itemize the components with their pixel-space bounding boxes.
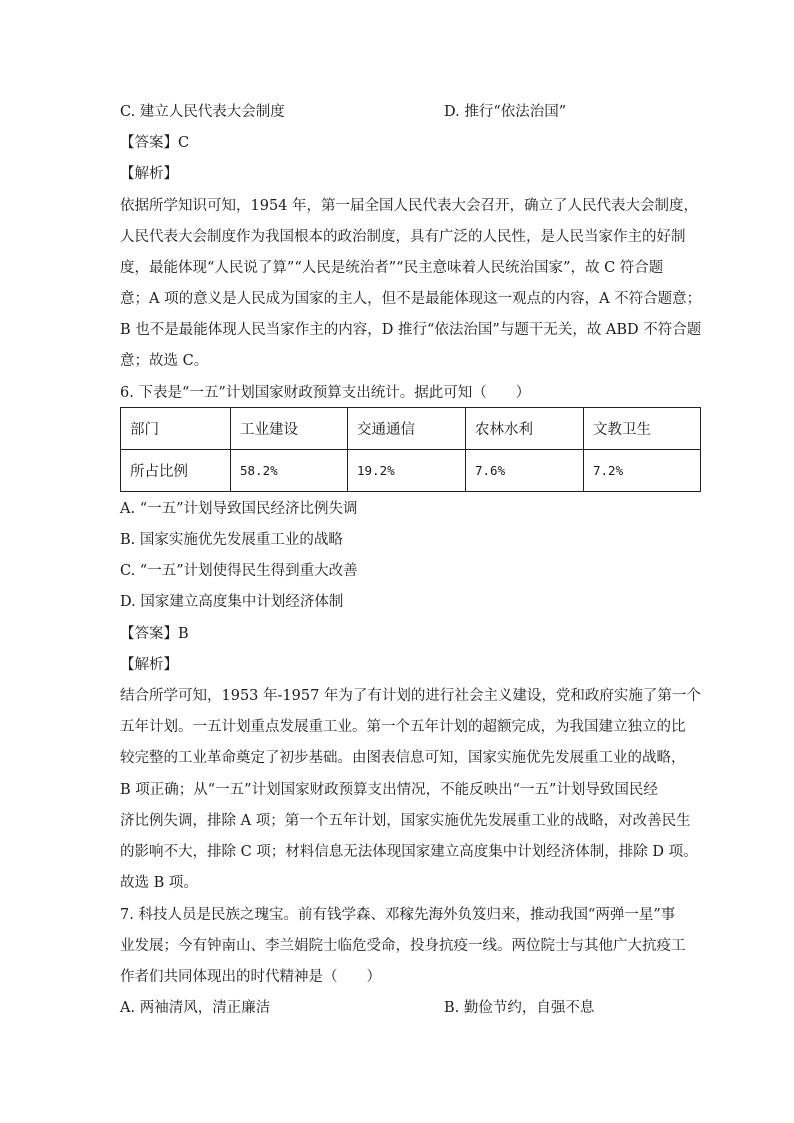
- q6-option-c: C. “一五”计划使得民生得到重大改善: [120, 563, 358, 579]
- q5-option-c: C. 建立人民代表大会制度: [120, 104, 285, 120]
- q5-analysis-line: 人民代表大会制度作为我国根本的政治制度，具有广泛的人民性，是人民当家作主的好制: [120, 229, 686, 245]
- q6-option-b: B. 国家实施优先发展重工业的战略: [120, 532, 343, 548]
- table-cell: 58.2%: [231, 450, 348, 492]
- q6-analysis-line: 较完整的工业革命奠定了初步基础。由图表信息可知，国家实施优先发展重工业的战略，: [120, 750, 686, 766]
- q5-analysis-line: 意；故选 C。: [120, 353, 209, 369]
- table-cell: 部门: [121, 408, 231, 450]
- q5-analysis-line: 依据所学知识可知，1954 年，第一届全国人民代表大会召开，确立了人民代表大会制度，: [120, 198, 699, 214]
- table-row: [121, 450, 701, 492]
- table-cell: 7.2%: [584, 450, 701, 492]
- table-cell: 文教卫生: [584, 408, 701, 450]
- q6-stem: 6. 下表是“一五”计划国家财政预算支出统计。据此可知（ ）: [120, 385, 531, 401]
- table-cell: 农林水利: [466, 408, 584, 450]
- q7-option-b: B. 勤俭节约，自强不息: [444, 1000, 595, 1016]
- q6-option-a: A. “一五”计划导致国民经济比例失调: [120, 501, 358, 517]
- q7-stem-line: 作者们共同体现出的时代精神是（ ）: [120, 969, 381, 985]
- q5-analysis-line: 意；A 项的意义是人民成为国家的主人，但不是最能体现这一观点的内容，A 不符合题意；: [120, 291, 702, 307]
- table-row: [121, 408, 701, 450]
- table-cell: 交通通信: [348, 408, 466, 450]
- q5-analysis-line: 度，最能体现“人民说了算”“人民是统治者”“民主意味着人民统治国家”，故 C 符合题: [120, 260, 664, 276]
- q6-analysis-line: B 项正确；从“一五”计划国家财政预算支出情况，不能反映出“一五”计划导致国民经: [120, 782, 658, 798]
- table-cell: 7.6%: [466, 450, 584, 492]
- q5-analysis-line: B 也不是最能体现人民当家作主的内容，D 推行“依法治国”与题干无关，故 ABD 不符合题: [120, 322, 702, 338]
- q5-answer: 【答案】C: [120, 135, 190, 151]
- q6-analysis-line: 济比例失调，排除 A 项；第一个五年计划，国家实施优先发展重工业的战略，对改善民生: [120, 813, 691, 829]
- table-cell: 19.2%: [348, 450, 466, 492]
- q6-analysis-label: 【解析】: [120, 657, 178, 673]
- q6-analysis-line: 故选 B 项。: [120, 875, 198, 891]
- q6-option-d: D. 国家建立高度集中计划经济体制: [120, 594, 344, 610]
- q7-stem-line: 业发展；今有钟南山、李兰娟院士临危受命，投身抗疫一线。两位院士与其他广大抗疫工: [120, 938, 686, 954]
- q5-analysis-label: 【解析】: [120, 166, 178, 182]
- q7-option-a: A. 两袖清风，清正廉洁: [120, 1000, 271, 1016]
- q7-stem-line: 7. 科技人员是民族之瑰宝。前有钱学森、邓稼先海外负笈归来，推动我国“两弹一星”事: [120, 907, 676, 923]
- table-cell: 所占比例: [121, 450, 231, 492]
- q6-analysis-line: 结合所学可知，1953 年-1957 年为了有计划的进行社会主义建设，党和政府实施了第一个: [120, 688, 701, 704]
- table-cell: 工业建设: [231, 408, 348, 450]
- q6-analysis-line: 五年计划。一五计划重点发展重工业。第一个五年计划的超额完成，为我国建立独立的比: [120, 719, 686, 735]
- q6-analysis-line: 的影响不大，排除 C 项；材料信息无法体现国家建立高度集中计划经济体制，排除 D 项。: [120, 844, 698, 860]
- budget-table: [120, 407, 701, 492]
- q5-option-d: D. 推行“依法治国”: [444, 104, 567, 120]
- q6-answer: 【答案】B: [120, 626, 189, 642]
